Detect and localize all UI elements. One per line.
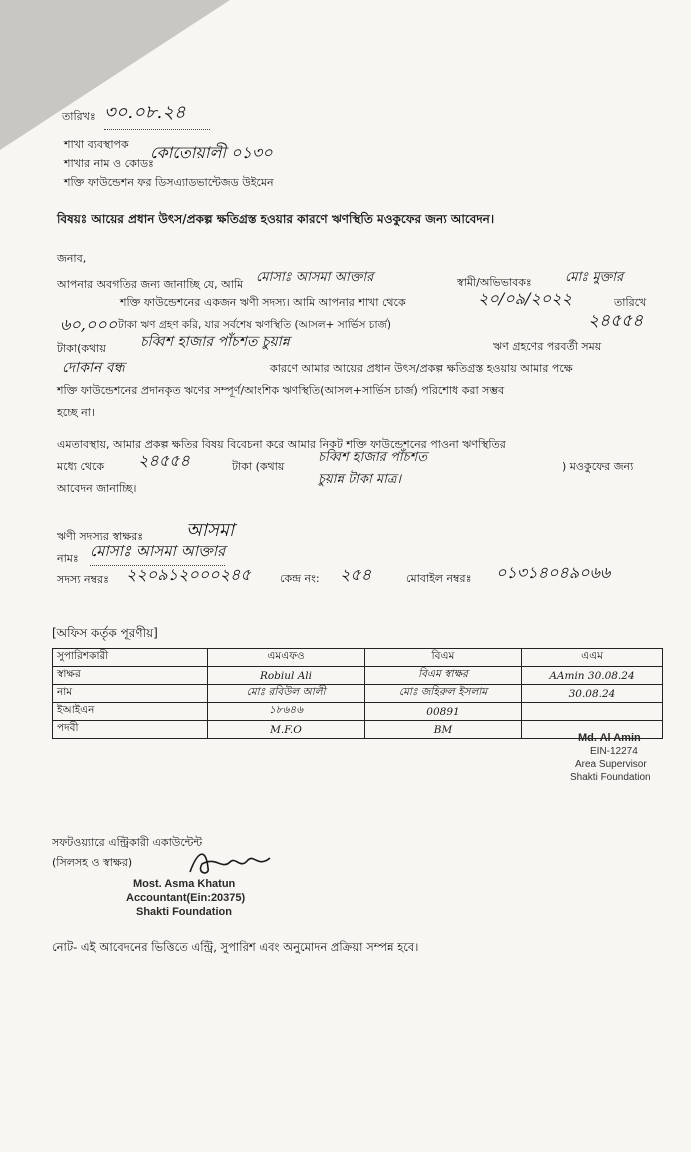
table-row — [53, 721, 663, 739]
recipient-title: শাখা ব্যবস্থাপক — [64, 138, 129, 151]
accountant-sign-label: (সিলসহ ও স্বাক্ষর) — [52, 856, 133, 869]
table-cell: বিএম স্বাক্ষর — [365, 667, 522, 685]
body-text: তারিখে — [614, 296, 647, 309]
office-table — [52, 648, 663, 739]
body-text: টাকা (কথায় — [232, 460, 285, 473]
accountant-stamp-title: Accountant(Ein:20375) — [126, 892, 246, 904]
body-text: ) মওকুফের জন্য — [562, 460, 634, 473]
body-text: ঋণ গ্রহণের পরবর্তী সময় — [493, 340, 602, 353]
body-text: আপনার অবগতির জন্য জানাচ্ছি যে, আমি — [57, 278, 244, 291]
member-signature-label: ঋণী সদস্যর স্বাক্ষরঃ — [57, 530, 144, 543]
table-row — [53, 685, 663, 703]
table-cell: মোঃ রবিউল আলী — [208, 685, 365, 703]
table-cell: 00891 — [365, 703, 522, 721]
body-text: টাকা(কথায় — [57, 342, 106, 355]
center-value: ২৫৪ — [340, 565, 372, 584]
column-header: বিএম — [365, 649, 522, 667]
body-text: মধ্যে থেকে — [57, 460, 105, 473]
table-row — [53, 667, 663, 685]
subject-line: বিষয়ঃ আয়ের প্রধান উৎস/প্রকল্প ক্ষতিগ্রস্ত হওয়ার কারণে ঋণস্থিতি মওকুফের জন্য আবেদন। — [57, 212, 495, 226]
column-header: এএম — [522, 649, 663, 667]
table-header-row — [53, 649, 663, 667]
waiver-amount-handwritten: ২৪৫৫৪ — [138, 451, 190, 470]
table-cell: M.F.O — [208, 721, 365, 739]
accountant-stamp-org: Shakti Foundation — [136, 906, 232, 918]
body-text: কারণে আমার আয়ের প্রধান উৎস/প্রকল্প ক্ষতিগ্রস্ত হওয়ায় আমার পক্ষে — [270, 362, 573, 375]
mobile-value: ০১৩১৪০৪৯০৬৬ — [496, 563, 611, 582]
organization-name: শক্তি ফাউন্ডেশন ফর ডিসএ্যাডভান্টেজড উইমেন — [64, 176, 274, 189]
table-cell — [522, 703, 663, 721]
column-header: সুপারিশকারী — [53, 649, 208, 667]
row-label: পদবী — [53, 721, 208, 739]
am-stamp-name: Md. Al Amin — [578, 732, 641, 744]
branch-label: শাখার নাম ও কোডঃ — [64, 157, 154, 170]
table-row — [53, 703, 663, 721]
table-cell: 30.08.24 — [522, 685, 663, 703]
table-cell: ১৮৬৪৬ — [208, 703, 365, 721]
guardian-name-handwritten: মোঃ মুক্তার — [565, 270, 624, 285]
loan-date-handwritten: ২০/০৯/২০২২ — [478, 289, 572, 308]
date-value: ৩০.০৮.২৪ — [104, 98, 210, 130]
reason-handwritten: দোকান বন্ধ — [62, 360, 125, 376]
body-text: শক্তি ফাউন্ডেশনের প্রদানকৃত ঋণের সম্পূর্ণ/আংশিক ঋণস্থিতি(আসল+সার্ভিস চার্জ) পরিশোধ করা সম্ভব — [57, 384, 505, 397]
loan-amount-handwritten: ৬০,০০০ — [60, 315, 118, 334]
accountant-signature — [186, 846, 276, 880]
table-cell: AAmin 30.08.24 — [522, 667, 663, 685]
footer-note: নোট- এই আবেদনের ভিত্তিতে এন্ট্রি, সুপারিশ এবং অনুমোদন প্রক্রিয়া সম্পন্ন হবে। — [52, 940, 419, 954]
member-id-label: সদস্য নম্বরঃ — [57, 573, 109, 586]
member-name-label: নামঃ — [57, 552, 79, 565]
mobile-label: মোবাইল নম্বরঃ — [406, 572, 472, 585]
body-text: হচ্ছে না। — [57, 406, 95, 419]
am-stamp-org: Shakti Foundation — [570, 772, 651, 783]
table-cell: Robiul Ali — [208, 667, 365, 685]
member-name-value: মোসাঃ আসমা আক্তার — [90, 540, 225, 566]
office-section-heading: [অফিস কর্তৃক পূরণীয়] — [52, 626, 158, 640]
table-cell: মোঃ জহিরুল ইসলাম — [365, 685, 522, 703]
body-text: আবেদন জানাচ্ছি। — [57, 482, 137, 495]
accountant-stamp-name: Most. Asma Khatun — [133, 878, 236, 890]
accountant-label: সফটওয়্যারে এন্ট্রিকারী একাউন্টেন্ট — [52, 836, 203, 849]
body-text: এমতাবস্থায়, আমার প্রকল্প ক্ষতির বিষয় বিবেচনা করে আমার নিকট শক্তি ফাউন্ডেশনের পাওনা ঋণস্থিতির — [57, 438, 506, 451]
date-label: তারিখঃ — [62, 110, 96, 123]
column-header: এমএফও — [208, 649, 365, 667]
row-label: স্বাক্ষর — [53, 667, 208, 685]
body-text: স্বামী/অভিভাবকঃ — [457, 276, 532, 289]
balance-handwritten: ২৪৫৫৪ — [588, 311, 644, 331]
table-cell: BM — [365, 721, 522, 739]
am-stamp-ein: EIN-12274 — [590, 746, 638, 757]
branch-value: কোতোয়ালী ০১৩০ — [150, 143, 273, 162]
member-name-handwritten: মোসাঃ আসমা আক্তার — [256, 270, 374, 285]
center-label: কেন্দ্র নং: — [280, 572, 320, 585]
row-label: নাম — [53, 685, 208, 703]
waiver-words-handwritten: চব্বিশ হাজার পাঁচশত — [318, 450, 428, 465]
member-id-value: ২২০৯১২০০০২৪৫ — [126, 565, 251, 584]
waiver-words-handwritten-cont: চুয়ান্ন টাকা মাত্র। — [318, 472, 402, 487]
body-text: টাকা ঋণ গ্রহণ করি, যার সর্বশেষ ঋণস্থিতি (আসল+ সার্ভিস চার্জ) — [118, 319, 392, 331]
body-text: শক্তি ফাউন্ডেশনের একজন ঋণী সদস্য। আমি আপনার শাখা থেকে — [120, 296, 406, 309]
am-stamp-title: Area Supervisor — [575, 759, 647, 770]
row-label: ইআইএন — [53, 703, 208, 721]
balance-words-handwritten: চব্বিশ হাজার পাঁচশত চুয়ান্ন — [140, 334, 290, 350]
member-signature: আসমা — [186, 520, 235, 541]
salutation: জনাব, — [57, 252, 87, 265]
